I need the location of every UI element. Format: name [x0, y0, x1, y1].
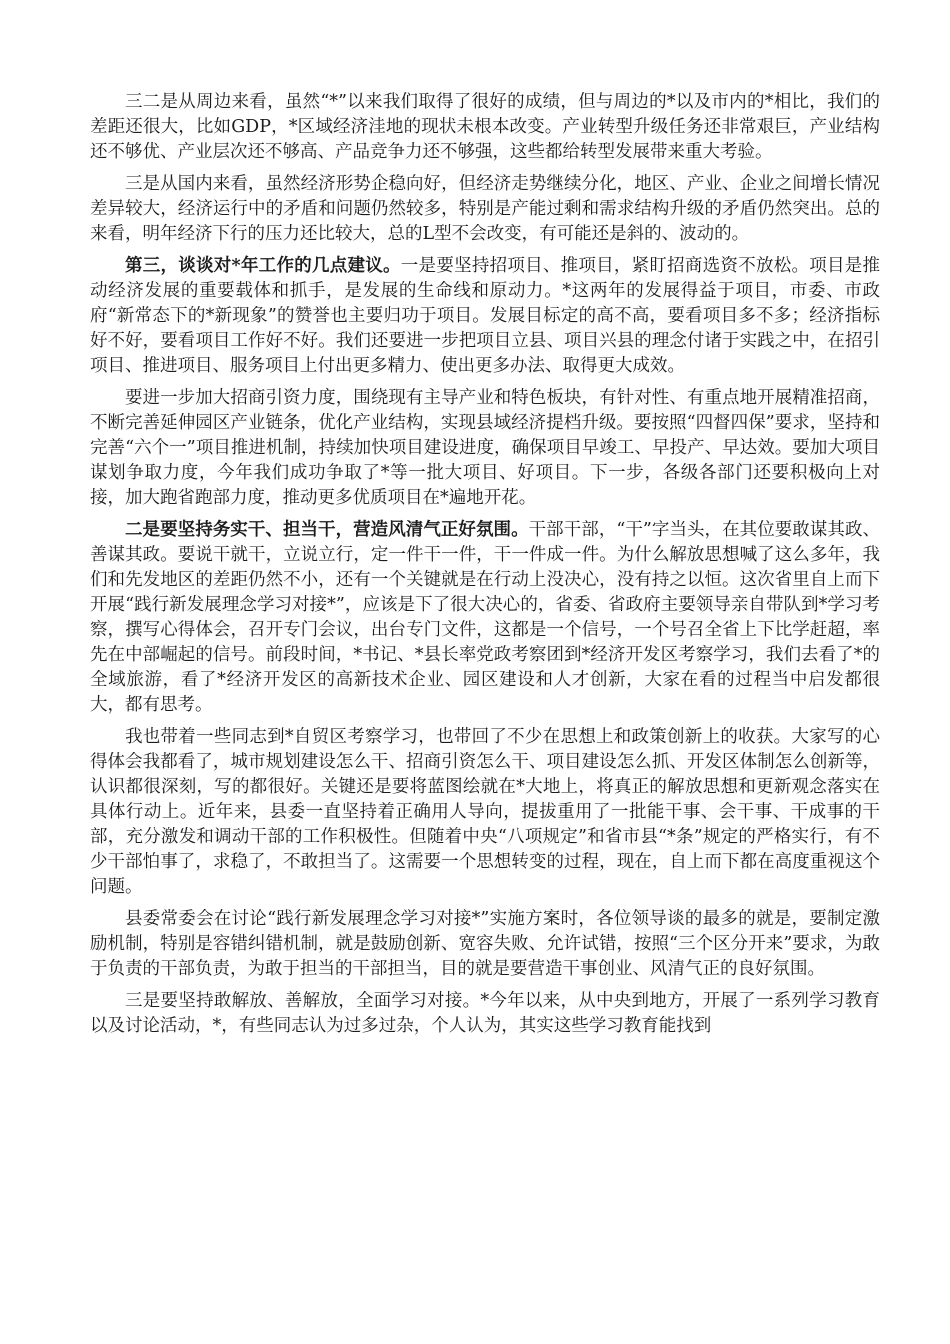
paragraph-7 [90, 907, 880, 982]
paragraph-8 [90, 989, 880, 1039]
paragraph-3-heading: 第三，谈谈对*年工作的几点建议。 [125, 256, 401, 276]
paragraph-7-text: 县委常委会在讨论“践行新发展理念学习对接*”实施方案时，各位领导谈的最多的就是，要制定激励机制，特别是容错纠错机制，就是鼓励创新、宽容失败、允许试错，按照“三个区分开来”要求，为敢于负责的干部负责，为敢于担当的干部担当，目的就是要营造干事创业、风清气正的良好氛围。 [90, 909, 880, 979]
document-page [90, 90, 880, 1046]
paragraph-1 [90, 90, 880, 165]
paragraph-2 [90, 172, 880, 247]
paragraph-6 [90, 725, 880, 900]
paragraph-6-text: 我也带着一些同志到*自贸区考察学习，也带回了不少在思想上和政策创新上的收获。大家写的心得体会我都看了，城市规划建设怎么干、招商引资怎么干、项目建设怎么抓、开发区体制怎么创新等，认识都很深刻，写的都很好。关键还是要将蓝图绘就在*大地上，将真正的解放思想和更新观念落实在具体行动上。近年来，县委一直坚持着正确用人导向，提拔重用了一批能干事、会干事、干成事的干部，充分激发和调动干部的工作积极性。但随着中央“八项规定”和省市县“*条”规定的严格实行，有不少干部怕事了，求稳了，不敢担当了。这需要一个思想转变的过程，现在，自上而下都在高度重视这个问题。 [90, 727, 880, 897]
paragraph-4-text: 要进一步加大招商引资力度，围绕现有主导产业和特色板块，有针对性、有重点地开展精准招商，不断完善延伸园区产业链条，优化产业结构，实现县域经济提档升级。要按照“四督四保”要求，坚持和完善“六个一”项目推进机制，持续加快项目建设进度，确保项目早竣工、早投产、早达效。要加大项目谋划争取力度，今年我们成功争取了*等一批大项目、好项目。下一步，各级各部门还要积极向上对接，加大跑省跑部力度，推动更多优质项目在*遍地开花。 [90, 388, 880, 508]
paragraph-5 [90, 518, 880, 718]
paragraph-1-text: 三二是从周边来看，虽然“*”以来我们取得了很好的成绩，但与周边的*以及市内的*相比，我们的差距还很大，比如GDP，*区域经济洼地的现状未根本改变。产业转型升级任务还非常艰巨，产业结构还不够优、产业层次还不够高、产品竞争力还不够强，这些都给转型发展带来重大考验。 [90, 92, 880, 162]
paragraph-5-text: 干部干部，“干”字当头，在其位要敢谋其政、善谋其政。要说干就干，立说立行，定一件干一件，干一件成一件。为什么解放思想喊了这么多年，我们和先发地区的差距仍然不小，还有一个关键就是在行动上没决心，没有持之以恒。这次省里自上而下开展“践行新发展理念学习对接*”，应该是下了很大决心的，省委、省政府主要领导亲自带队到*学习考察，撰写心得体会，召开专门会议，出台专门文件，这都是一个信号，一个号召全省上下比学赶超，率先在中部崛起的信号。前段时间，*书记、*县长率党政考察团到*经济开发区考察学习，我们去看了*的全域旅游，看了*经济开发区的高新技术企业、园区建设和人才创新，大家在看的过程当中启发都很大，都有思考。 [90, 520, 880, 715]
paragraph-5-heading: 二是要坚持务实干、担当干，营造风清气正好氛围。 [125, 520, 529, 540]
paragraph-3-text: 一是要坚持招项目、推项目，紧盯招商选资不放松。项目是推动经济发展的重要载体和抓手，是发展的生命线和原动力。*这两年的发展得益于项目，市委、市政府“新常态下的*新现象”的赞誉也主要归功于项目。发展目标定的高不高，要看项目多不多；经济指标好不好，要看项目工作好不好。我们还要进一步把项目立县、项目兴县的理念付诸于实践之中，在招引项目、推进项目、服务项目上付出更多精力、使出更多办法、取得更大成效。 [90, 256, 881, 376]
paragraph-8-text: 三是要坚持敢解放、善解放，全面学习对接。*今年以来，从中央到地方，开展了一系列学习教育以及讨论活动，*，有些同志认为过多过杂，个人认为，其实这些学习教育能找到 [90, 991, 880, 1036]
paragraph-3 [90, 254, 880, 379]
paragraph-2-text: 三是从国内来看，虽然经济形势企稳向好，但经济走势继续分化，地区、产业、企业之间增长情况差异较大，经济运行中的矛盾和问题仍然较多，特别是产能过剩和需求结构升级的矛盾仍然突出。总的来看，明年经济下行的压力还比较大，总的L型不会改变，有可能还是斜的、波动的。 [90, 174, 880, 244]
paragraph-4 [90, 386, 880, 511]
